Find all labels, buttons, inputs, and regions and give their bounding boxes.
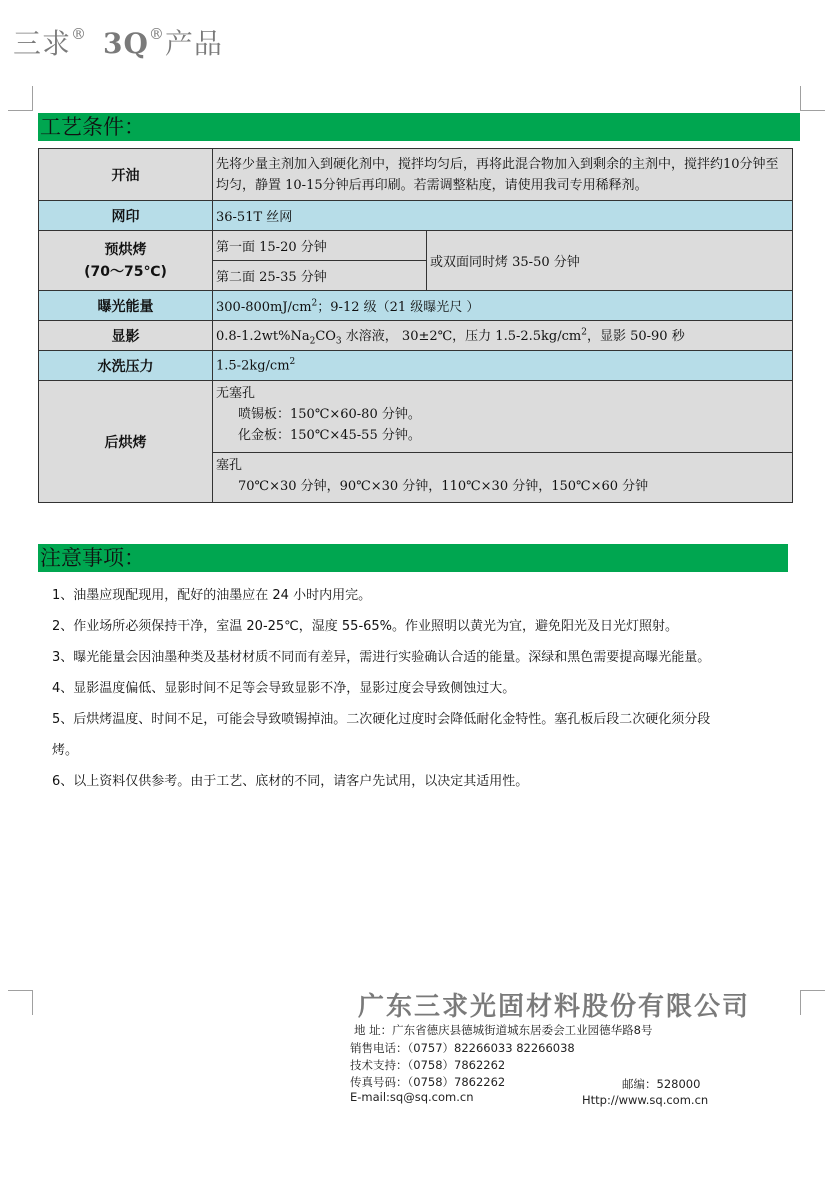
list-item: 3、曝光能量会因油墨种类及基材材质不同而有差异，需进行实验确认合适的能量。深绿和黑色需要提高曝光能量。	[52, 650, 711, 665]
list-item: 烤。	[52, 743, 79, 758]
prebake-both: 或双面同时烤 35-50 分钟	[427, 231, 793, 291]
registered-mark: ®	[148, 24, 165, 43]
exposure-label: 曝光能量	[39, 291, 213, 321]
sales-phone: 销售电话：（0757）82266033 82266038	[350, 1041, 575, 1055]
list-item: 6、以上资料仅供参考。由于工艺、底材的不同，请客户先试用，以决定其适用性。	[52, 774, 529, 789]
brand-name: 三求	[13, 27, 72, 60]
postcode: 邮编：528000	[622, 1077, 701, 1091]
wash-pressure-value: $1.5-2kg/cm^2$	[213, 351, 793, 381]
prebake-side1: 第一面 15-20 分钟	[213, 231, 427, 261]
open-oil-label: 开油	[39, 149, 213, 201]
model-name: 3Q	[103, 27, 149, 60]
develop-label: 显影	[39, 321, 213, 351]
registered-mark: ®	[71, 24, 88, 43]
screen-print-label: 网印	[39, 201, 213, 231]
wash-pressure-label: 水洗压力	[39, 351, 213, 381]
table-row	[39, 351, 793, 381]
table-row	[39, 291, 793, 321]
develop-value: $0.8-1.2wt\%Na_2CO_3$ 水溶液， 30±2℃，压力 $1.5-2.5kg/cm^2$，显影 50-90 秒	[213, 321, 793, 351]
table-row	[39, 231, 793, 261]
tech-support-phone: 技术支持：（0758）7862262	[350, 1058, 506, 1072]
email-address: E-mail:sq@sq.com.cn	[350, 1090, 474, 1104]
address-line: 地 址：广东省德庆县德城街道城东居委会工业园德华路8号	[354, 1023, 653, 1037]
prebake-title: 预烘烤	[104, 241, 147, 258]
header-suffix: 产品	[164, 27, 223, 60]
notes-list	[52, 580, 792, 797]
postbake-no-plug: 无塞孔 喷锡板：150℃×60-80 分钟。 化金板：150℃×45-55 分钟。	[213, 381, 793, 453]
company-name: 广东三求光固材料股份有限公司	[358, 992, 751, 1022]
table-row	[39, 201, 793, 231]
prebake-temp: (70～75℃)	[84, 263, 167, 280]
margin-corner-mark	[800, 990, 825, 1015]
website-url: Http://www.sq.com.cn	[582, 1093, 709, 1107]
list-item: 5、后烘烤温度、时间不足，可能会导致喷锡掉油。二次硬化过度时会降低耐化金特性。塞孔板后段二次硬化须分段	[52, 712, 711, 727]
screen-print-value: 36-51T 丝网	[213, 201, 793, 231]
table-row	[39, 321, 793, 351]
table-row	[39, 149, 793, 201]
list-item: 2、作业场所必须保持干净，室温 20-25℃，湿度 55-65%。作业照明以黄光为宜，避免阳光及日光灯照射。	[52, 619, 679, 634]
list-item: 1、油墨应现配现用，配好的油墨应在 24 小时内用完。	[52, 588, 372, 603]
table-row	[39, 381, 793, 453]
postbake-label: 后烘烤	[39, 381, 213, 503]
margin-corner-mark	[8, 990, 33, 1015]
document-header	[13, 22, 223, 62]
margin-corner-mark	[8, 86, 33, 111]
postbake-plug: 塞孔 70℃×30 分钟，90℃×30 分钟，110℃×30 分钟，150℃×60 分钟	[213, 453, 793, 503]
notes-heading: 注意事项：	[38, 544, 788, 572]
prebake-side2: 第二面 25-35 分钟	[213, 261, 427, 291]
fax-number: 传真号码：（0758）7862262	[350, 1075, 506, 1089]
process-conditions-heading: 工艺条件：	[38, 113, 800, 141]
open-oil-value: 先将少量主剂加入到硬化剂中，搅拌均匀后，再将此混合物加入到剩余的主剂中，搅拌约10分钟至均匀，静置 10-15分钟后再印刷。若需调整粘度，请使用我司专用稀释剂。	[213, 149, 793, 201]
exposure-value: $300-800mJ/cm^2$；9-12 级（21 级曝光尺 ）	[213, 291, 793, 321]
list-item: 4、显影温度偏低、显影时间不足等会导致显影不净，显影过度会导致侧蚀过大。	[52, 681, 516, 696]
prebake-label	[39, 231, 213, 291]
margin-corner-mark	[800, 86, 825, 111]
process-conditions-table	[38, 148, 793, 503]
